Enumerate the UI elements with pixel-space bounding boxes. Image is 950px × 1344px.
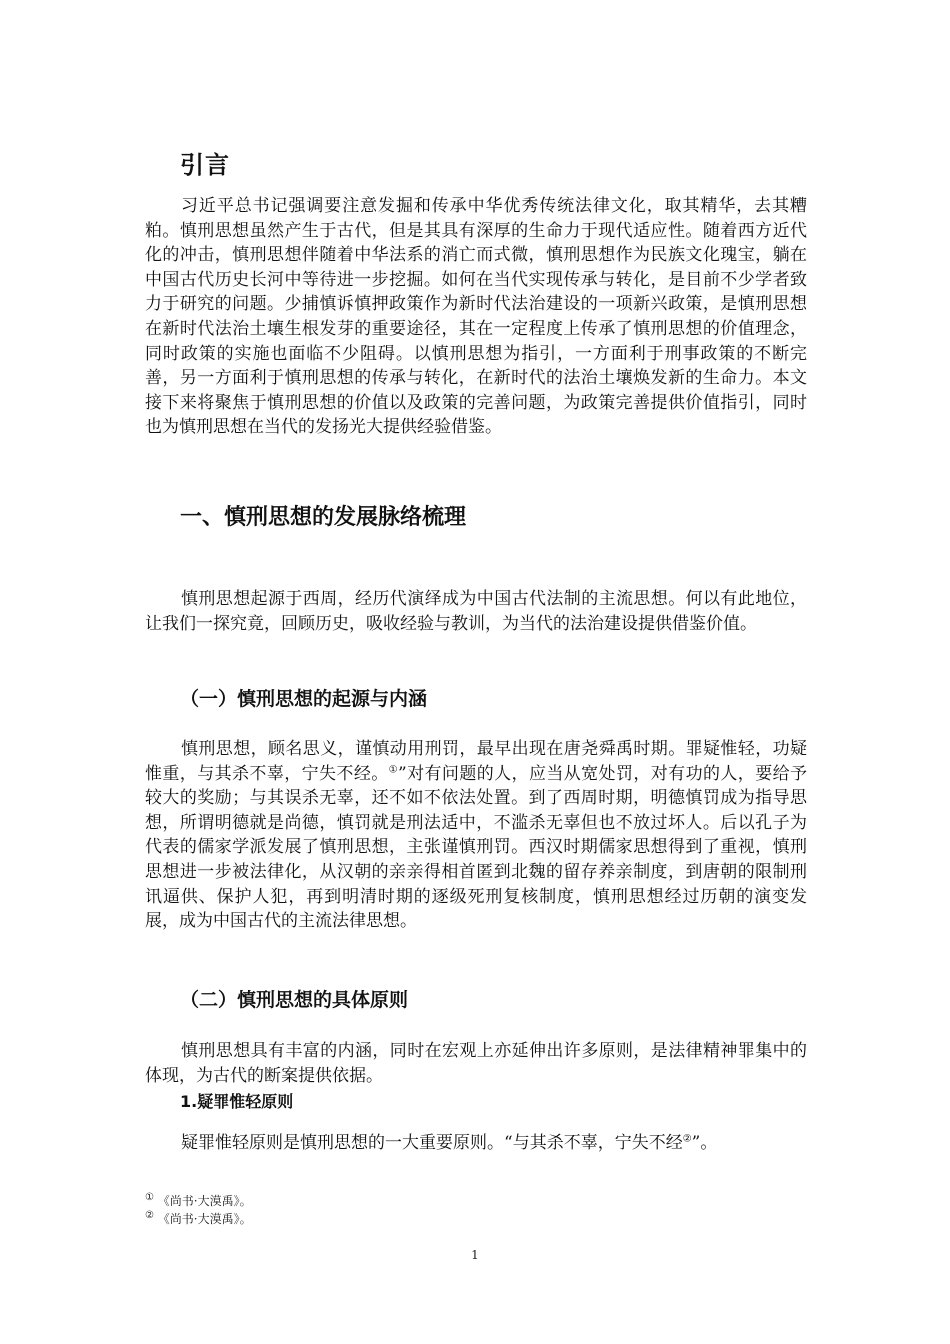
footnote-ref-1: ① [388, 763, 399, 775]
subsection-1-text-a: 慎刑思想，顾名思义，谨慎动用刑罚，最早出现在唐尧舜禹时期。罪疑惟轻，功疑惟重，与其杀不辜，宁失不经。 [145, 739, 807, 784]
intro-paragraph: 习近平总书记强调要注意发掘和传承中华优秀传统法律文化，取其精华，去其糟粕。慎刑思想虽然产生于古代，但是其具有深厚的生命力于现代适应性。随着西方近代化的冲击，慎刑思想伴随着中华法系的消亡而式微，慎刑思想作为民族文化瑰宝，躺在中国古代历史长河中等待进一步挖掘。如何在当代实现传承与转化，是目前不少学者致力于研究的问题。少捕慎诉慎押政策作为新时代法治建设的一项新兴政策，是慎刑思想在新时代法治土壤生根发芽的重要途径，其在一定程度上传承了慎刑思想的价值理念，同时政策的实施也面临不少阻碍。以慎刑思想为指引，一方面利于刑事政策的不断完善，另一方面利于慎刑思想的传承与转化，在新时代的法治土壤焕发新的生命力。本文接下来将聚焦于慎刑思想的价值以及政策的完善问题，为政策完善提供价值指引，同时也为慎刑思想在当代的发扬光大提供经验借鉴。 [145, 196, 807, 438]
footnote-1 [145, 1192, 252, 1209]
footnote-2-text: 《尚书·大漠禹》。 [157, 1212, 252, 1226]
footnote-1-text: 《尚书·大漠禹》。 [157, 1194, 252, 1208]
subsection-2-paragraph: 慎刑思想具有丰富的内涵，同时在宏观上亦延伸出许多原则，是法律精神罪集中的体现，为古代的断案提供依据。 [145, 1041, 807, 1086]
footnote-separator [145, 1178, 345, 1179]
section-1-paragraph: 慎刑思想起源于西周，经历代演绎成为中国古代法制的主流思想。何以有此地位，让我们一探究竟，回顾历史，吸收经验与教训，为当代的法治建设提供借鉴价值。 [145, 589, 807, 634]
principle-1-paragraph [145, 1131, 807, 1156]
page-number: 1 [471, 1248, 479, 1262]
principle-1-heading: 1.疑罪惟轻原则 [180, 1092, 294, 1111]
intro-heading: 引言 [180, 151, 230, 179]
principle-1-text-b: ”。 [691, 1133, 718, 1153]
footnote-2-mark: ② [145, 1210, 154, 1221]
subsection-1-heading: （一）慎刑思想的起源与内涵 [180, 688, 428, 710]
footnote-ref-2: ② [682, 1133, 692, 1145]
footnote-2 [145, 1210, 252, 1227]
subsection-1-paragraph [145, 737, 807, 934]
principle-1-text-a: 疑罪惟轻原则是慎刑思想的一大重要原则。“与其杀不辜，宁失不经 [181, 1133, 683, 1153]
footnote-1-mark: ① [145, 1192, 154, 1203]
subsection-2-heading: （二）慎刑思想的具体原则 [180, 989, 409, 1011]
section-1-heading: 一、慎刑思想的发展脉络梳理 [180, 505, 467, 530]
subsection-1-text-b: ”对有问题的人，应当从宽处罚，对有功的人，要给予较大的奖励；与其误杀无辜，还不如不依法处置。到了西周时期，明德慎罚成为指导思想，所谓明德就是尚德，慎罚就是刑法适中，不滥杀无辜但也不放过坏人。后以孔子为代表的儒家学派发展了慎刑思想，主张谨慎刑罚。西汉时期儒家思想得到了重视，慎刑思想进一步被法律化，从汉朝的亲亲得相首匿到北魏的留存养亲制度，到唐朝的限制刑讯逼供、保护人犯，再到明清时期的逐级死刑复核制度，慎刑思想经过历朝的演变发展，成为中国古代的主流法律思想。 [145, 763, 807, 932]
